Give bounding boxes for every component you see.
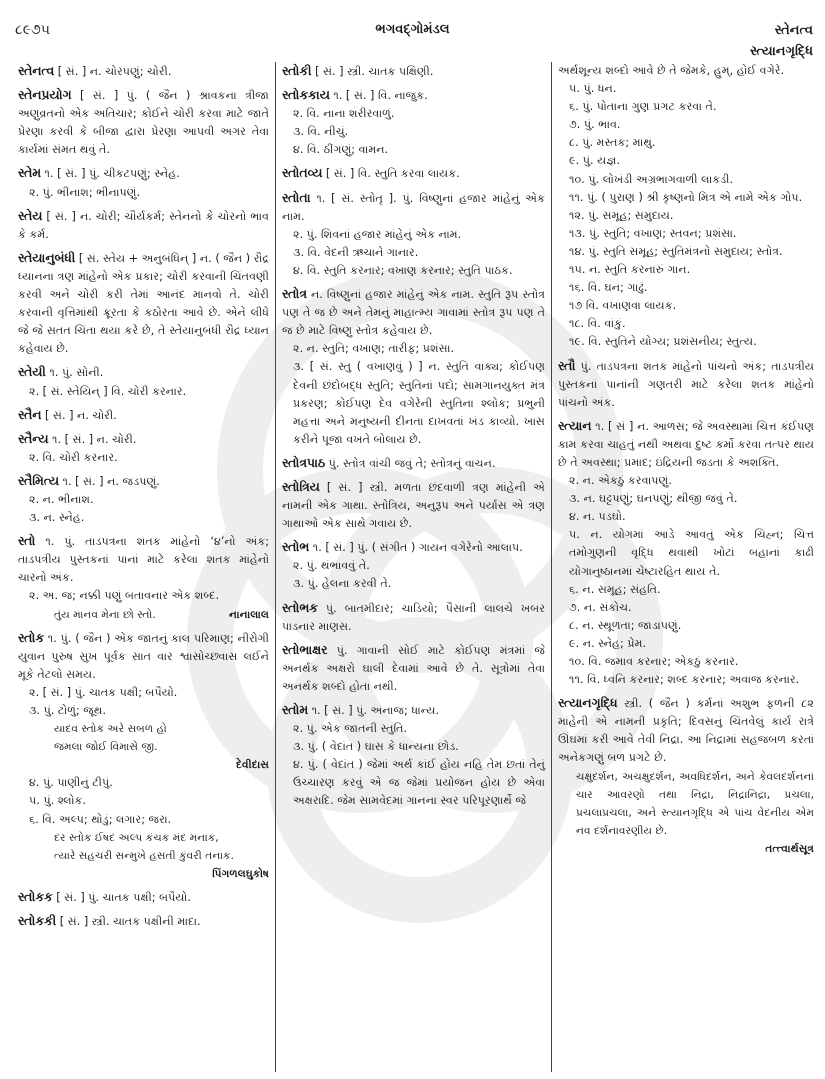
definition-sense: ૧૬. વિ. ઘન; ગાઢું. <box>569 281 648 295</box>
definition-sense: ૩. [ સં. સ્તુ ( વખાણવું ) ] ન. સ્તુતિ વાક્ય; કોઈપણ દેવની છંદોબદ્ધ સ્તુતિ; સ્તુતિનાં પદો; સામગાનયુક્ત મંત્ર પ્રકરણ; કોઈપણ દેવ વગેરેની સ્તુતિના શ્લોક; પ્રભુની મહત્તા અને મનુષ્યની દીનતા દાખવતાં ખંડ કાવ્યો. ખાસ કરીને પૂજા વખતે બોલાય છે. <box>293 360 545 446</box>
dictionary-columns <box>12 62 820 1072</box>
definition-sense: ૨. ન. સ્તુતિ; વખાણ; તારીફ; પ્રશંસા. <box>293 342 455 356</box>
definition-sense: ૧૮. વિ. વાંકું. <box>569 317 626 331</box>
definition-sense: ૯. ન. સ્નેહ; પ્રેમ. <box>569 636 647 650</box>
dictionary-entry <box>18 430 269 467</box>
definition-sense: અર્થશૂન્ય શબ્દો આવે છે તે જેમકે, હુમ્, હોઈ વગેરે. <box>558 64 785 77</box>
dictionary-entry <box>558 417 814 689</box>
definition-sense: [ સં. ] સ્ત્રી. મળતા છંદવાળી ત્રણ માંહેની એ નામની એક ગાથા. સ્તોત્રિય, અનુરૂપ અને પર્યાસ એ ત્રણ ગાથાઓ એક સાથે ગવાય છે. <box>282 480 545 531</box>
headword: સ્તોકક <box>18 889 53 904</box>
definition-sense: [ સં. ] સ્ત્રી. ચાતક પક્ષિણી. <box>315 65 434 78</box>
definition-sense: ૩. ન. ઘટ્ટપણું; ઘનપણું; થીજી જવું તે. <box>569 492 738 506</box>
definition-sense: ૧. [ સં. ] ન. ચોરી. <box>52 432 137 446</box>
definition-sense: ૪. ન. પડઘો. <box>569 510 626 524</box>
headword: સ્ત્યાન <box>558 418 592 433</box>
dictionary-entry <box>18 912 269 931</box>
definition-sense: ૧૦. પું. લોખંડી અગ્રભાગવાળી લાકડી. <box>569 172 734 186</box>
dictionary-entry <box>282 701 545 811</box>
definition-sense: પું. ગાવાની સોઈ માટે કોઈપણ મંત્રમાં જે અનર્થક અક્ષરો ઘાલી દેવામાં આવે છે તે. સૂત્રોમાં તેવા અનર્થક શબ્દો હોતા નથી. <box>282 643 545 693</box>
running-title: ભગવદ્ગોમંડલ <box>375 22 450 37</box>
definition-sense: ૯. પું. યજ્ઞ. <box>569 154 621 168</box>
definition-sense: ૧૧. પું. ( પુરાણ ) શ્રી કૃષ્ણનો મિત્ર એ નામે એક ગોપ. <box>569 190 803 204</box>
headword: સ્તોત્ર <box>282 287 307 302</box>
definition-sense: ૫. પું. શ્લોક. <box>29 794 86 808</box>
dictionary-entry <box>282 62 545 81</box>
quotation-source: દેવીદાસ <box>236 758 269 772</box>
column-2 <box>275 62 551 1072</box>
quotation-line: ત્યારે સહચરી સન્મુખે હસતી કુંવરી તનાક. <box>54 848 234 862</box>
quotation-line: ચક્ષુદર્શન, અચક્ષુદર્શન, અવધિદર્શન, અને કેવલદર્શનનાં ચાર આવરણો તથા નિદ્રા, નિદ્રાનિદ્રા, પ્રચલા, પ્રચલાપ્રચલા, અને સ્ત્યાનગૃદ્ધિ એ પાંચ વેદનીય એમ નવ દર્શનાવરણીય છે. <box>576 769 814 837</box>
dictionary-entry <box>282 164 545 183</box>
dictionary-entry <box>282 599 545 636</box>
definition-sense: [ સં. સ્તેય + અનુબંધિન્ ] ન. ( જૈન ) રૌદ્ર ધ્યાનના ત્રણ માંહેનો એક પ્રકાર; ચોરી કરવાની ચિંતવણી કરવી અને ચોરી કરી તેમાં આનંદ માનવો તે. ચોરી કરવાની વૃત્તિમાંથી ક્રૂરતા કે કઠોરતા આવે છે. એને લીધે જે જે સતત ચિંતા થયા કરે છે, તે સ્તેયાનુબંધી રૌદ્ર ધ્યાન કહેવાય છે. <box>18 251 269 356</box>
definition-sense: પું. બાતમીદાર; ચાડિયો; પૈસાની લાલચે ખબર પાડનાર માણસ. <box>282 601 545 633</box>
headword: સ્તોમ <box>282 703 308 717</box>
definition-sense: ૧. પું. ( જૈન ) એક જાતનું કાલ પરિમાણ; નીરોગી યુવાન પુરુષ સુખ પૂર્વક સાત વાર શ્વાસોચ્છ્વાસ લઈને મૂકે તેટલો સમય. <box>18 631 269 681</box>
dictionary-entry <box>18 86 269 159</box>
definition-sense: સ્ત્રી. ( જૈન ) કર્મનાં અશુભ ફળની ૮૨ માંહેની એ નામની પ્રકૃતિ; દિવસનું ચિંતવેલું કાર્ય રાત્રે ઊંઘમાં કરી આવે તેવી નિદ્રા. આ નિદ્રામાં સહજબળ કરતાં અનેકગણું બળ પ્રગટે છે. <box>558 697 814 765</box>
page-number: ૮૯૭૫ <box>15 22 50 38</box>
definition-sense: ૧. [ સં. ] પું. અનાજ; ધાન્ય. <box>311 704 440 717</box>
definition-sense: ૫. ન. યોગમાં આડે આવતું એક ચિહ્ન; ચિત્ત તમોગુણની વૃદ્ધિ થવાથી ખોટાં બહાનાં કાઢી યોગાનુષ્ઠાનમાં ચેષ્ટારહિત થાય તે. <box>569 528 814 578</box>
definition-sense: [ સં. ] ન. ચોરી. <box>44 408 117 422</box>
definition-sense: ૨. પું. થંભાવવું તે. <box>293 559 370 573</box>
definition-sense: [ સં. ] સ્ત્રી. ચાતક પક્ષીની માદા. <box>59 915 201 929</box>
definition-sense: ૧૪. પું. સ્તુતિ સમૂહ; સ્તુતિમંત્રનો સમુદાય; સ્તોત્ર. <box>569 244 783 258</box>
quotation-source: પિંગળલઘુકોષ <box>212 866 269 880</box>
dictionary-entry <box>282 538 545 593</box>
definition-sense: ૧. [ સં. ] ન. જડપણું. <box>62 474 160 488</box>
definition-sense: ૧૭ વિ. વખાણવા લાયક. <box>569 299 677 313</box>
dictionary-entry <box>282 478 545 533</box>
dictionary-entry <box>18 207 269 244</box>
dictionary-entry <box>18 629 269 883</box>
dictionary-entry <box>18 472 269 527</box>
dictionary-entry <box>18 62 269 81</box>
headword: સ્તેયી <box>18 365 46 380</box>
dictionary-entry <box>282 86 545 159</box>
guide-words <box>750 20 813 62</box>
definition-sense: ૩. વિ. વેદની ઋચાને ગાનાર. <box>293 245 419 259</box>
definition-sense: ૨. [ સં. સ્તેયિન્ ] વિ. ચોરી કરનાર. <box>29 384 187 398</box>
headword: સ્તેમ <box>18 166 41 181</box>
guide-word-last: સ્ત્યાનગૃદ્ધિ <box>750 44 813 59</box>
definition-sense: ૬. ન. સમૂહ; સંહતિ. <box>569 582 661 596</box>
quotation-line: જમલા જોઈ વિમાસે જી. <box>54 740 158 754</box>
definition-sense: [ સં. ] પું. ( જૈન ) શ્રાવકના ત્રીજા અણુવ્રતનો એક અતિચાર; કોઈને ચોરી કરવા માટે જાતે પ્રેરણા કરવી કે બીજા દ્વારા પ્રેરણા આપવી અગર તેવા કાર્યમાં સંમત થવું તે. <box>18 89 269 157</box>
column-1 <box>12 62 275 1072</box>
definition-sense: ૧. [ સં. ] પું. ચીકટપણું; સ્નેહ. <box>44 167 180 181</box>
headword: સ્તેયાનુબંધી <box>18 250 76 265</box>
headword: સ્તોતવ્ય <box>282 166 323 181</box>
definition-sense: ૬. પું. પોતાના ગુણ પ્રગટ કરવા તે. <box>569 100 717 114</box>
headword: સ્તેનત્વ <box>18 64 55 78</box>
definition-sense: ૫. પું. ધન. <box>569 82 617 96</box>
headword: સ્તોભ <box>282 540 310 555</box>
definition-sense: ૧. [ સં. ] પું. ( સંગીત ) ગાયન વગેરેનો આલાપ. <box>312 541 523 555</box>
definition-sense: ૩. પું. ( વેદાંત ) ઘાસ કે ધાન્યના છોડ. <box>293 740 459 754</box>
headword: સ્તોત્રપાઠ <box>282 455 326 470</box>
dictionary-entry <box>558 62 814 352</box>
dictionary-entry <box>18 406 269 425</box>
dictionary-entry <box>18 532 269 623</box>
definition-sense: [ સં. ] વિ. સ્તુતિ કરવા લાયક. <box>325 167 460 181</box>
column-3 <box>551 62 820 1072</box>
definition-sense: ૨. વિ. નાના શરીરવાળું. <box>293 107 395 121</box>
headword: સ્તોભક <box>282 600 318 615</box>
definition-sense: ન. વિષ્ણુનાં હજાર માંહેનું એક નામ. સ્તુતિ રૂપ સ્તોત્ર પણ તે જ છે અને તેમનું માહાત્મ્ય ગાવામાં સ્તોત્ર રૂપ પણ તે જ છે માટે વિષ્ણુ સ્તોત્ર કહેવાય છે. <box>282 288 545 338</box>
definition-sense: પું. સ્તોત્ર વાંચી જવું તે; સ્તોત્રનું વાચન. <box>328 456 496 470</box>
definition-sense: ૧૧. વિ. ધ્વનિ કરનાર; શબ્દ કરનાર; અવાજ કરનાર. <box>569 673 800 687</box>
definition-sense: ૧૫. ન. સ્તુતિ કરનારું ગાન. <box>569 263 691 277</box>
definition-sense: ૧૦. વિ. જમાવ કરનાર; એકઠું કરનાર. <box>569 655 739 668</box>
definition-sense: ૨. પું. શિવનાં હજાર માંહેનું એક નામ. <box>293 227 462 241</box>
headword: સ્તોક <box>18 630 44 645</box>
dictionary-entry <box>282 641 545 696</box>
definition-sense: [ સં. ] ન. ચોરી; ચૌર્યકર્મ; સ્તેનનો કે ચોરનો ભાવ કે કર્મ. <box>18 209 269 241</box>
quotation-source: તત્ત્વાર્થસૂત્ર <box>765 841 814 855</box>
headword: સ્તોકી <box>282 64 312 78</box>
headword: સ્તો <box>18 534 36 549</box>
definition-sense: ૨. પું. એક જાતની સ્તુતિ. <box>293 722 408 736</box>
dictionary-entry <box>282 189 545 280</box>
definition-sense: ૧. [ સં. સ્તોતૃ ]. પું. વિષ્ણુનાં હજાર માંહેનું એક નામ. <box>282 191 545 223</box>
definition-sense: ૪. પું. પાણીનું ટીપું. <box>29 776 113 790</box>
dictionary-entry <box>18 888 269 907</box>
dictionary-entry <box>282 454 545 473</box>
definition-sense: ૪. પું. ( વેદાંત ) જેમાં અર્થ કાંઈ હોય નહિ તેમ છતાં તેનું ઉચ્ચારણ કરવું એ જ જેમાં પ્રયોજન હોય છે એવા અક્ષરાદિ. જેમ સામવેદમાં ગાનના સ્વર પરિપૂરણાર્થે જે <box>293 758 545 808</box>
headword: સ્ત્યાનગૃદ્ધિ <box>558 696 618 711</box>
definition-sense: ૨. અ. જ; નક્કી પણું બતાવનાર એક શબ્દ. <box>29 589 220 603</box>
definition-sense: ૧. પું. સોની. <box>49 366 104 380</box>
quotation-source: નાનાલાલ <box>229 607 269 621</box>
headword: સ્તોકકાય <box>282 88 330 103</box>
headword: સ્તૌ <box>558 358 576 373</box>
headword: સ્તોભાક્ષર <box>282 642 328 657</box>
dictionary-entry <box>558 694 814 858</box>
definition-sense: ૪. વિ. ઠીંગણું; વામન. <box>293 143 389 157</box>
definition-sense: ૨. વિ. ચોરી કરનાર. <box>29 450 118 464</box>
quotation-line: દર સ્તોક ઈષદ અલ્પ કંચક મંદ મનાક, <box>54 830 219 844</box>
headword: સ્તોત્રિય <box>282 479 320 494</box>
definition-sense: ૩. પું. હેલના કરવી તે. <box>293 577 392 591</box>
definition-sense: ૬. વિ. અલ્પ; થોડું; લગાર; જરા. <box>29 812 172 826</box>
definition-sense: ૪. વિ. સ્તુતિ કરનાર; વખાણ કરનાર; સ્તુતિ પાઠક. <box>293 263 513 277</box>
definition-sense: ૩. પું. ટોળું; જૂથ. <box>29 704 107 717</box>
headword: સ્તેનપ્રયોગ <box>18 88 72 103</box>
definition-sense: ૧. પું. તાડપત્રના શતક માંહેનો ‘૪’નો અંક; તાડપત્રીય પુસ્તકનાં પાનાં માટે કરેલા શતક માંહેનો ચારનો અંક. <box>18 535 269 585</box>
definition-sense: ૨. ન. એકઠું કરવાપણું. <box>569 474 672 488</box>
headword: સ્તેય <box>18 208 43 223</box>
headword: સ્તૈન <box>18 407 42 422</box>
headword: સ્તોકકી <box>18 914 57 929</box>
definition-sense: [ સં. ] પું. ચાતક પક્ષી; બપૈયો. <box>56 890 191 904</box>
dictionary-entry <box>18 164 269 201</box>
definition-sense: ૨. પું. ભીનાશ; ભીનાપણું. <box>29 185 141 199</box>
definition-sense: ૨. [ સં. ] પું. ચાતક પક્ષી; બપૈયો. <box>29 685 178 699</box>
definition-sense: પું. તાડપત્રના શતક માંહેનો પાંચનો અંક; તાડપત્રીય પુસ્તકનાં પાનાંની ગણતરી માટે કરેલા શતક માંહેનો પાંચનો અંક. <box>558 359 814 409</box>
quotation-line: યાદવ સ્તોક અરે સબળ હો <box>54 722 167 736</box>
dictionary-entry <box>282 285 545 449</box>
definition-sense: ૧૩. પું. સ્તુતિ; વખાણ; સ્તવન; પ્રશંસા. <box>569 226 737 240</box>
definition-sense: ૭. પું. ભાવ. <box>569 118 621 132</box>
page-header <box>0 0 825 62</box>
dictionary-entry <box>558 357 814 412</box>
definition-sense: ૩. ન. સ્નેહ. <box>29 511 85 525</box>
quotation <box>18 606 269 624</box>
definition-sense: ૮. ન. સ્થૂળતા; જાડાપણું. <box>569 618 682 632</box>
definition-sense: ૮. પું. મસ્તક; માથું. <box>569 136 656 150</box>
definition-sense: ૧. [ સં ] ન. આળસ; જે અવસ્થામાં ચિત્ત કંઈપણ કામ કરવા ચાહતું નથી અથવા દુષ્ટ કર્મો કરવા તત્પર થાય છે તે અવસ્થા; પ્રમાદ; ઇંદ્રિયની જડતા કે અશક્તિ. <box>558 419 814 469</box>
definition-sense: ૩. વિ. નીચું. <box>293 125 349 139</box>
definition-sense: ૧૯. વિ. સ્તુતિને યોગ્ય; પ્રશંસનીય; સ્તુત્ય. <box>569 335 757 349</box>
guide-word-first: સ્તેનત્વ <box>774 23 813 38</box>
quotation-text: તુંય માનવ મેના છો સ્તો. <box>54 607 156 621</box>
headword: સ્તૈમિત્ય <box>18 473 59 488</box>
definition-sense: ૧૨. પું. સમૂહ; સમુદાય. <box>569 208 674 222</box>
dictionary-entry <box>18 249 269 359</box>
definition-sense: ૨. ન. ભીનાશ. <box>29 492 94 506</box>
definition-sense: ૭. ન. સંકોચ. <box>569 600 632 614</box>
headword: સ્તોતા <box>282 190 311 205</box>
dictionary-entry <box>18 363 269 400</box>
headword: સ્તૈન્ય <box>18 431 49 446</box>
definition-sense: ૧. [ સં. ] વિ. નાજુક. <box>333 89 428 103</box>
definition-sense: [ સં. ] ન. ચોરપણું; ચોરી. <box>57 65 172 78</box>
